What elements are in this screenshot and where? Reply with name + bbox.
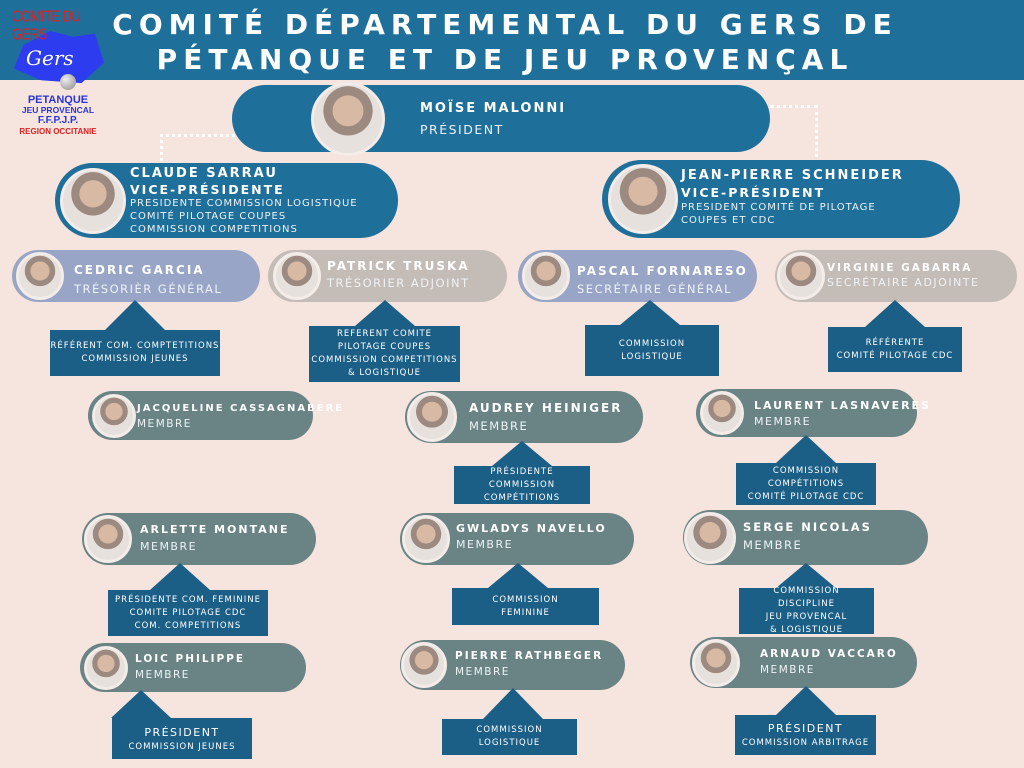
page-title-line-1: COMITÉ DÉPARTEMENTAL DU GERS DE bbox=[112, 8, 898, 41]
duties-callout bbox=[585, 325, 719, 376]
logo-gers-text: Gers bbox=[26, 46, 74, 70]
duty-line: & LOGISTIQUE bbox=[348, 368, 421, 378]
person-name: PATRICK TRUSKA bbox=[327, 259, 470, 273]
duty-line: PRÉSIDENTE COM. FEMININE bbox=[115, 594, 261, 605]
person-name: JACQUELINE CASSAGNABERE bbox=[137, 403, 345, 414]
duty-line: FEMININE bbox=[501, 607, 550, 618]
callout-pointer bbox=[865, 300, 925, 327]
duties-callout bbox=[50, 330, 220, 376]
duties-callout bbox=[112, 718, 252, 759]
person-duty: PRESIDENTE COMMISSION LOGISTIQUE bbox=[130, 198, 358, 209]
duty-line: PILOTAGE COUPES bbox=[337, 342, 432, 352]
person-role: MEMBRE bbox=[743, 538, 803, 552]
duty-line: COMMISSION bbox=[618, 338, 686, 349]
duty-line: COMMISSION bbox=[476, 725, 543, 735]
logo-line-1: PETANQUE bbox=[27, 94, 89, 106]
person-role: SECRÉTAIRE ADJOINTE bbox=[827, 276, 980, 289]
duty-line: & LOGISTIQUE bbox=[770, 625, 843, 635]
callout-pointer bbox=[483, 688, 543, 719]
person-name: LOIC PHILIPPE bbox=[135, 653, 246, 665]
person-name: ARNAUD VACCARO bbox=[760, 648, 898, 660]
person-name: GWLADYS NAVELLO bbox=[456, 522, 607, 535]
person-role: MEMBRE bbox=[760, 664, 815, 676]
duty-line: COMITÉ PILOTAGE CDC bbox=[747, 491, 865, 502]
person-role: MEMBRE bbox=[135, 669, 190, 681]
callout-pointer bbox=[776, 435, 836, 463]
person-name: PIERRE RATHBEGER bbox=[455, 650, 604, 662]
duty-line: COMPÉTITIONS bbox=[767, 478, 845, 489]
person-role: MEMBRE bbox=[137, 418, 192, 430]
duty-line: LOGISTIQUE bbox=[478, 738, 541, 748]
duty-line: COMMISSION bbox=[773, 586, 840, 596]
duties-callout bbox=[736, 463, 876, 505]
duty-line: COMPÉTITIONS bbox=[483, 492, 561, 503]
logo-top-text: COMITE DU GERS bbox=[12, 7, 81, 43]
duty-line: COMMISSION bbox=[492, 594, 559, 605]
duties-callout bbox=[452, 588, 599, 625]
duty-line: JEU PROVENCAL bbox=[765, 612, 848, 622]
person-name: JEAN-PIERRE SCHNEIDER bbox=[681, 168, 904, 183]
callout-pointer bbox=[111, 690, 171, 718]
person-role: MEMBRE bbox=[456, 538, 514, 551]
duties-callout bbox=[309, 326, 460, 382]
duty-line: COMMISSION COMPETITIONS bbox=[311, 355, 458, 365]
avatar bbox=[684, 512, 736, 564]
avatar bbox=[92, 394, 136, 438]
duty-line: RÉFÉRENTE bbox=[865, 337, 925, 348]
duty-line: PRÉSIDENT bbox=[144, 725, 220, 739]
logo-line-3: F.F.P.J.P. bbox=[37, 115, 79, 126]
avatar bbox=[700, 391, 744, 435]
avatar bbox=[16, 252, 64, 300]
duty-line: PRÉSIDENT bbox=[767, 722, 844, 735]
committee-logo bbox=[8, 8, 108, 138]
callout-pointer bbox=[150, 563, 210, 590]
person-duty: COMMISSION COMPETITIONS bbox=[130, 224, 298, 235]
duty-line: DISCIPLINE bbox=[778, 599, 835, 609]
connector-right bbox=[770, 105, 818, 163]
person-role: MEMBRE bbox=[469, 419, 529, 433]
person-role: TRÉSORIER ADJOINT bbox=[327, 276, 470, 290]
duty-line: REFERENT COMITE bbox=[336, 329, 433, 339]
duty-line: COM. COMPETITIONS bbox=[134, 620, 242, 631]
avatar bbox=[608, 164, 678, 234]
duty-line: LOGISTIQUE bbox=[621, 351, 683, 362]
duties-callout bbox=[735, 715, 876, 755]
duty-line: COMMISSION JEUNES bbox=[81, 354, 189, 364]
person-duty: PRESIDENT COMITÉ DE PILOTAGE bbox=[681, 202, 876, 213]
person-name: CLAUDE SARRAU bbox=[130, 166, 278, 181]
duties-callout bbox=[739, 588, 874, 634]
duty-line: COMMISSION bbox=[488, 479, 556, 490]
avatar bbox=[407, 392, 457, 442]
duty-line: COMITE PILOTAGE CDC bbox=[129, 607, 247, 618]
duty-line: RÉFÉRENT COM. COMPTETITIONS bbox=[50, 341, 220, 351]
person-role: MEMBRE bbox=[455, 666, 510, 678]
person-name: PASCAL FORNARESO bbox=[577, 264, 748, 278]
person-name: LAURENT LASNAVERES bbox=[754, 399, 931, 412]
person-role: MEMBRE bbox=[754, 415, 812, 428]
person-name: MOÏSE MALONNI bbox=[420, 101, 567, 116]
duty-line: COMMISSION ARBITRAGE bbox=[741, 738, 870, 748]
avatar bbox=[522, 252, 570, 300]
person-name: CEDRIC GARCIA bbox=[74, 263, 205, 277]
person-name: AUDREY HEINIGER bbox=[469, 401, 623, 415]
person-role: PRÉSIDENT bbox=[420, 122, 504, 137]
person-role: VICE-PRÉSIDENT bbox=[681, 185, 826, 200]
duty-line: COMITÉ PILOTAGE CDC bbox=[836, 350, 954, 361]
avatar bbox=[273, 252, 321, 300]
logo-line-2: JEU PROVENCAL bbox=[21, 105, 95, 115]
person-name: VIRGINIE GABARRA bbox=[827, 262, 973, 274]
avatar bbox=[401, 642, 447, 688]
callout-pointer bbox=[492, 441, 552, 466]
logo-line-4: REGION OCCITANIE bbox=[19, 127, 97, 136]
duties-callout bbox=[828, 327, 962, 372]
duties-callout bbox=[442, 719, 577, 755]
avatar bbox=[60, 168, 126, 234]
person-role: VICE-PRÉSIDENTE bbox=[130, 182, 285, 197]
duties-callout bbox=[454, 466, 590, 504]
duties-callout bbox=[108, 590, 268, 636]
callout-pointer bbox=[488, 563, 548, 588]
avatar bbox=[777, 252, 825, 300]
duty-line: COMMISSION bbox=[772, 465, 840, 476]
avatar bbox=[84, 646, 128, 690]
avatar bbox=[692, 639, 740, 687]
avatar bbox=[311, 82, 385, 156]
page-title-line-2: PÉTANQUE ET DE JEU PROVENÇAL bbox=[156, 43, 854, 76]
avatar bbox=[402, 515, 450, 563]
petanque-ball-icon bbox=[60, 74, 76, 90]
person-role: MEMBRE bbox=[140, 540, 198, 553]
callout-pointer bbox=[105, 300, 165, 330]
duty-line: COMMISSION JEUNES bbox=[128, 741, 236, 752]
person-name: ARLETTE MONTANE bbox=[140, 523, 290, 536]
header-banner bbox=[0, 0, 1024, 80]
person-duty: COUPES ET CDC bbox=[681, 215, 776, 226]
person-name: SERGE NICOLAS bbox=[743, 520, 872, 534]
duty-line: PRÉSIDENTE bbox=[490, 466, 554, 477]
avatar bbox=[84, 515, 132, 563]
callout-pointer bbox=[355, 300, 415, 326]
person-role: TRÉSORIÈR GÉNÉRAL bbox=[74, 282, 223, 296]
callout-pointer bbox=[620, 300, 680, 325]
callout-pointer bbox=[776, 686, 836, 715]
person-duty: COMITÉ PILOTAGE COUPES bbox=[130, 211, 287, 222]
person-role: SECRÉTAIRE GÉNÉRAL bbox=[577, 282, 732, 296]
